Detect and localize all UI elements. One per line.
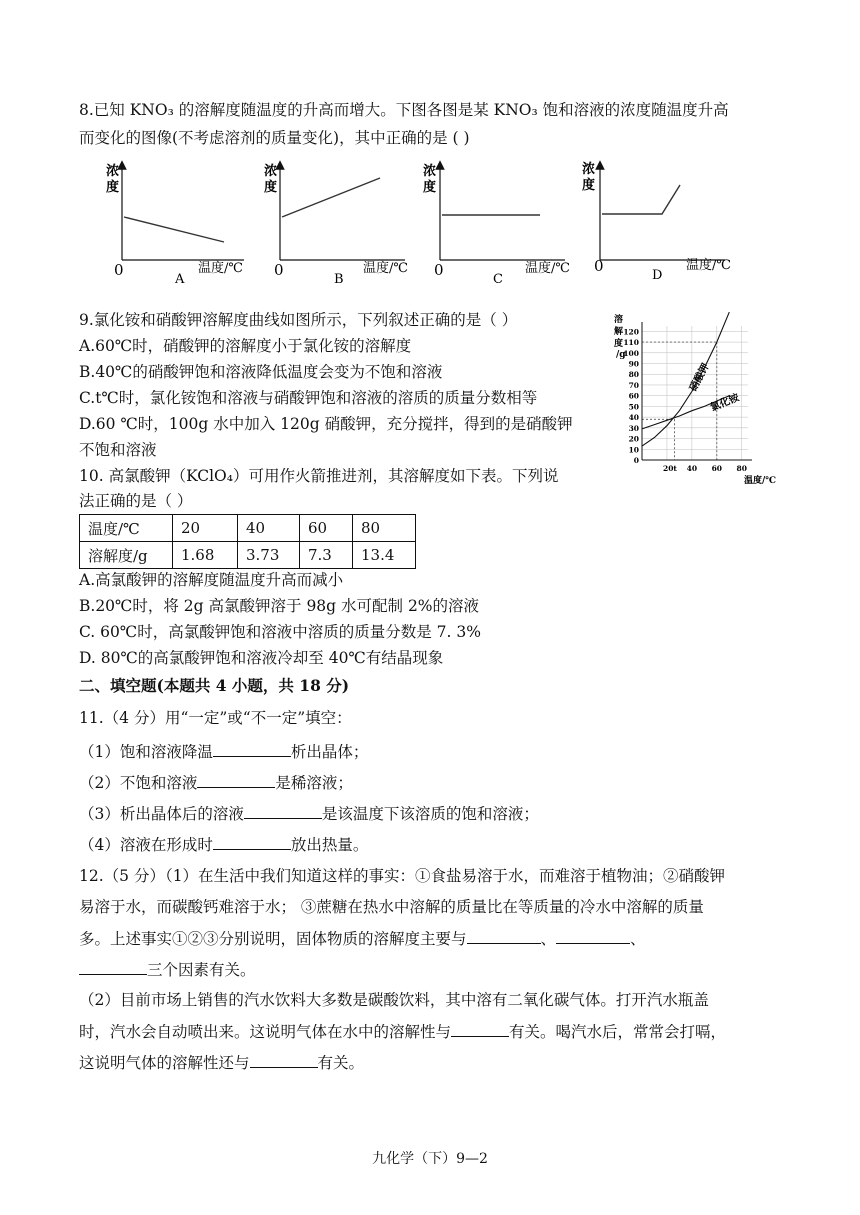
x-tick-label: 80 (736, 464, 747, 473)
chart-ylabel-2: 解 (614, 327, 624, 337)
graph-d-xlabel: 温度/℃ (686, 258, 731, 273)
y-tick-label: 30 (628, 423, 639, 433)
q12-line-7-text: 这说明气体的溶解性还与 (79, 1054, 250, 1072)
graph-a-ylabel-2: 度 (106, 180, 120, 195)
answer-blank[interactable] (197, 772, 275, 788)
graph-b-ylabel-1: 浓 (264, 164, 278, 179)
graph-a-xlabel: 温度/℃ (198, 261, 243, 276)
q11-item-1 (79, 741, 368, 762)
q11-item-4-tail: 放出热量。 (290, 836, 369, 854)
q11-item-1-text: （1）饱和溶液降温 (79, 743, 213, 761)
q9-option-d-line-1: D.60 ℃时，100g 水中加入 120g 硝酸钾，充分搅拌，得到的是硝酸钾 (79, 415, 573, 433)
table-cell: 温度/℃ (80, 515, 173, 542)
graph-d-letter: D (652, 268, 663, 283)
table-cell: 13.4 (353, 542, 416, 569)
q12-line-5: （2）目前市场上销售的汽水饮料大多数是碳酸饮料，其中溶有二氧化碳气体。打开汽水瓶盖 (79, 991, 709, 1009)
q12-line-3 (79, 928, 646, 949)
q12-line-7 (79, 1052, 364, 1073)
graph-c (423, 163, 570, 287)
q10-line-2: 法正确的是（ ） (79, 492, 193, 510)
kclo4-solubility-table (79, 514, 416, 569)
solubility-chart (612, 310, 787, 488)
table-cell: 60 (300, 515, 353, 542)
graph-b-ylabel-2: 度 (264, 180, 278, 195)
graph-a-ylabel-1: 浓 (106, 164, 120, 179)
y-tick-label: 110 (623, 338, 639, 348)
answer-blank[interactable] (451, 1021, 509, 1037)
graph-b (264, 163, 408, 287)
q10-option-d: D. 80℃的高氯酸钾饱和溶液冷却至 40℃有结晶现象 (79, 649, 444, 667)
q12-line-6 (79, 1021, 726, 1042)
graph-d-curve (602, 185, 680, 214)
table-cell: 溶解度/g (80, 542, 173, 569)
y-tick-label: 70 (628, 380, 639, 390)
q11-item-4 (79, 834, 368, 855)
q12-line-1: 12.（5 分）（1）在生活中我们知道这样的事实：①食盐易溶于水，而难溶于植物油；②硝酸钾 (79, 867, 726, 885)
x-tick-label: 20t (662, 464, 677, 473)
graph-c-origin: 0 (434, 261, 444, 279)
answer-blank[interactable] (79, 959, 147, 975)
chart-ylabel-3: 度 (614, 339, 624, 349)
graph-c-letter: C (493, 272, 503, 287)
q11-stem: 11.（4 分）用“一定”或“不一定”填空： (79, 709, 352, 727)
q9-option-b: B.40℃的硝酸钾饱和溶液降低温度会变为不饱和溶液 (79, 363, 443, 381)
graph-b-origin: 0 (274, 261, 284, 279)
table-cell: 1.68 (173, 542, 238, 569)
graph-d (582, 161, 731, 283)
q9-stem: 9.氯化铵和硝酸钾溶解度曲线如图所示，下列叙述正确的是（ ） (79, 311, 518, 329)
q12-line-4 (79, 959, 256, 980)
chart-xlabel: 温度/℃ (744, 476, 777, 486)
graph-d-ylabel-2: 度 (582, 178, 596, 193)
table-cell: 40 (238, 515, 300, 542)
graph-a-letter: A (175, 272, 185, 287)
q12-line-3-text: 多。上述事实①②③分别说明，固体物质的溶解度主要与 (79, 930, 467, 948)
y-tick-label: 90 (628, 359, 639, 369)
answer-blank[interactable] (467, 928, 541, 944)
answer-blank[interactable] (556, 928, 630, 944)
q10-option-c: C. 60℃时，高氯酸钾饱和溶液中溶质的质量分数是 7. 3% (79, 623, 481, 641)
table-cell: 80 (353, 515, 416, 542)
graph-b-xlabel: 温度/℃ (363, 261, 408, 276)
series-label-nh4cl: 氯化铵 (709, 392, 741, 414)
y-tick-label: 60 (628, 391, 639, 401)
table-cell: 3.73 (238, 542, 300, 569)
y-tick-label: 20 (628, 434, 639, 444)
graph-d-origin: 0 (594, 257, 604, 275)
y-tick-label: 120 (623, 327, 639, 337)
answer-blank[interactable] (244, 803, 322, 819)
q12-line-6-text: 时，汽水会自动喷出来。这说明气体在水中的溶解性与 (79, 1023, 452, 1041)
y-tick-label: 80 (628, 370, 639, 380)
y-tick-label: 40 (628, 413, 639, 423)
table-cell: 20 (173, 515, 238, 542)
chart-ylabel-4: /g (616, 350, 626, 360)
graph-d-ylabel-1: 浓 (582, 162, 596, 177)
chart-ylabel-1: 溶 (614, 315, 624, 325)
q11-item-2-text: （2）不饱和溶液 (79, 774, 198, 792)
answer-blank[interactable] (213, 741, 291, 757)
q12-sep-1: 、 (540, 930, 557, 948)
q8-graphs (80, 155, 780, 290)
answer-blank[interactable] (250, 1052, 318, 1068)
q9-option-d-line-2: 不饱和溶液 (79, 441, 157, 459)
q10-option-a: A.高氯酸钾的溶解度随温度升高而减小 (79, 571, 344, 589)
q12-line-6-tail: 有关。喝汽水后，常常会打嗝， (509, 1023, 727, 1041)
graph-a-origin: 0 (114, 261, 124, 279)
table-row (80, 542, 416, 569)
q11-item-1-tail: 析出晶体； (290, 743, 369, 761)
q11-item-3 (79, 803, 539, 824)
graph-c-xlabel: 温度/℃ (525, 261, 570, 276)
section-2-title: 二、填空题(本题共 4 小题，共 18 分) (79, 676, 350, 695)
page-footer: 九化学（下）9—2 (372, 1151, 488, 1167)
q11-item-4-text: （4）溶液在形成时 (79, 836, 213, 854)
graph-c-ylabel-1: 浓 (423, 164, 437, 179)
chart-series (642, 312, 729, 446)
y-tick-label: 0 (633, 456, 639, 465)
q8-line-2: 而变化的图像(不考虑溶剂的质量变化)，其中正确的是 ( ) (79, 129, 470, 147)
q11-item-2 (79, 772, 353, 793)
y-tick-label: 10 (628, 445, 639, 455)
q11-item-3-tail: 是该温度下该溶质的饱和溶液； (321, 805, 539, 823)
table-cell: 7.3 (300, 542, 353, 569)
q12-line-2: 易溶于水，而碳酸钙难溶于水； ③蔗糖在热水中溶解的质量比在等质量的冷水中溶解的质量 (79, 898, 704, 916)
q12-sep-2: 、 (630, 930, 646, 948)
q12-line-4-text: 三个因素有关。 (147, 961, 256, 979)
graph-c-ylabel-2: 度 (423, 180, 437, 195)
graph-b-curve (282, 178, 380, 217)
answer-blank[interactable] (213, 834, 291, 850)
q10-option-b: B.20℃时，将 2g 高氯酸钾溶于 98g 水可配制 2%的溶液 (79, 597, 480, 615)
q9-option-c: C.t℃时，氯化铵饱和溶液与硝酸钾饱和溶液的溶质的质量分数相等 (79, 389, 538, 407)
y-tick-label: 50 (628, 402, 639, 412)
x-tick-label: 40 (686, 464, 698, 473)
q11-item-3-text: （3）析出晶体后的溶液 (79, 805, 244, 823)
series-label-kno3: 硝酸钾 (687, 361, 712, 394)
q12-line-7-tail: 有关。 (317, 1054, 365, 1072)
y-tick-label: 100 (623, 348, 639, 358)
graph-b-letter: B (334, 272, 344, 287)
graph-a (106, 163, 244, 287)
series-kno3-line (642, 312, 729, 446)
x-tick-label: 60 (711, 464, 723, 473)
q8-line-1: 8.已知 KNO₃ 的溶解度随温度的升高而增大。下图各图是某 KNO₃ 饱和溶液的浓度随温度升高 (79, 101, 729, 119)
q10-line-1: 10. 高氯酸钾（KClO₄）可用作火箭推进剂，其溶解度如下表。下列说 (79, 467, 559, 485)
q11-item-2-tail: 是稀溶液； (275, 774, 353, 792)
graph-a-curve (124, 217, 224, 242)
table-row (80, 515, 416, 542)
q9-option-a: A.60℃时，硝酸钾的溶解度小于氯化铵的溶解度 (79, 337, 412, 355)
